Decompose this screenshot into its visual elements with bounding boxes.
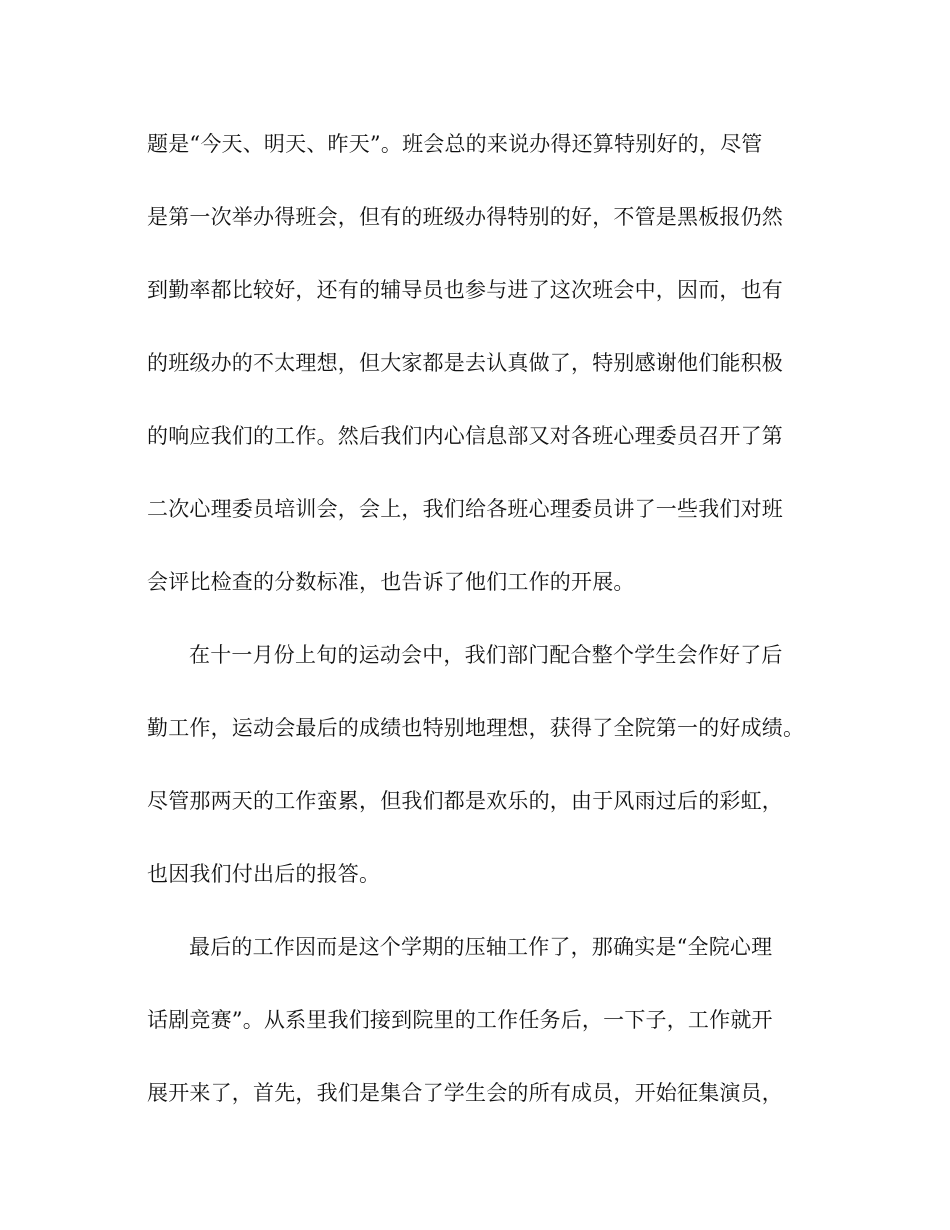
text-line-2: 是第一次举办得班会，但有的班级办得特别的好，不管是黑板报仍然 [147,205,783,229]
text-line-5: 的响应我们的工作。然后我们内心信息部又对各班心理委员召开了第 [147,424,783,448]
text-line-13: 话剧竞赛”。从系里我们接到院里的工作任务后，一下子，工作就开 [147,1008,773,1032]
text-line-8: 在十一月份上旬的运动会中，我们部门配合整个学生会作好了后 [189,643,783,667]
text-line-4: 的班级办的不太理想，但大家都是去认真做了，特别感谢他们能积极 [147,351,783,375]
text-line-3: 到勤率都比较好，还有的辅导员也参与进了这次班会中，因而，也有 [147,278,783,302]
text-line-11: 也因我们付出后的报答。 [147,862,381,886]
text-line-1: 题是“今天、明天、昨天”。班会总的来说办得还算特别好的，尽管 [147,132,763,156]
text-line-7: 会评比检查的分数标准，也告诉了他们工作的开展。 [147,570,635,594]
text-line-12: 最后的工作因而是这个学期的压轴工作了，那确实是“全院心理 [189,935,773,959]
text-line-14: 展开来了，首先，我们是集合了学生会的所有成员，开始征集演员， [147,1081,783,1105]
text-line-9: 勤工作，运动会最后的成绩也特别地理想，获得了全院第一的好成绩。 [147,716,805,740]
text-line-6: 二次心理委员培训会，会上，我们给各班心理委员讲了一些我们对班 [147,497,783,521]
text-line-10: 尽管那两天的工作蛮累，但我们都是欢乐的，由于风雨过后的彩虹， [147,789,783,813]
